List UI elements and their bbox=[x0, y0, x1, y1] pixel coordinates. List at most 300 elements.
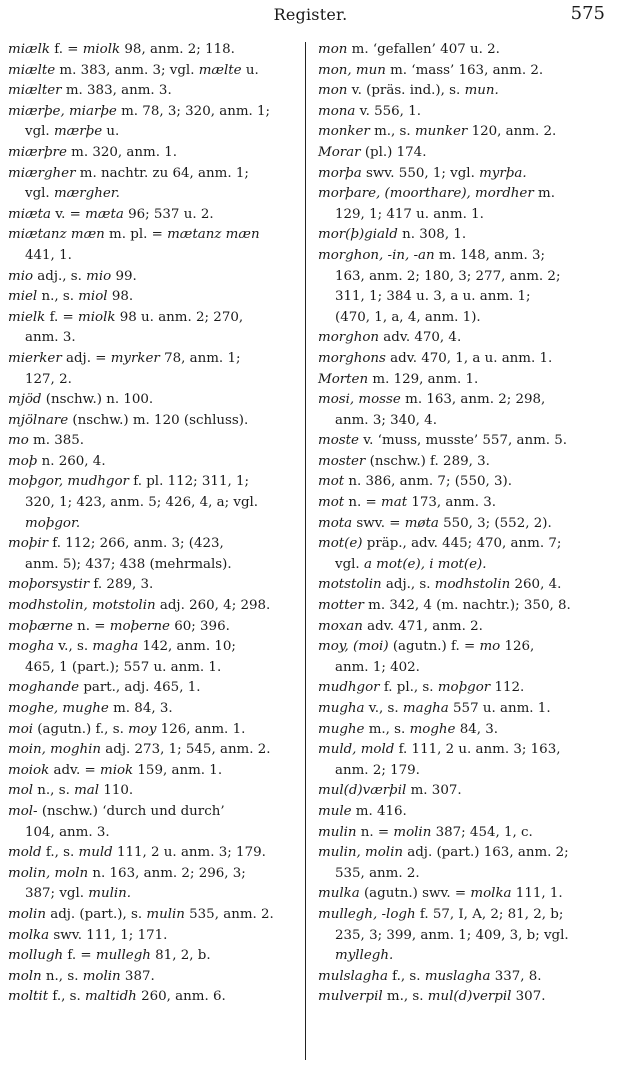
index-entry bbox=[8, 575, 300, 596]
reference-text: vgl. bbox=[25, 124, 54, 140]
entry-line bbox=[8, 102, 300, 123]
page-header bbox=[0, 3, 621, 27]
reference-text: m. 148, anm. 3; bbox=[434, 247, 546, 263]
reference-text: 441, 1. bbox=[25, 247, 72, 263]
reference-text: n. = bbox=[344, 495, 382, 511]
index-entry bbox=[8, 431, 300, 452]
headword-text: mælte bbox=[198, 62, 242, 78]
reference-text: 126, anm. 1. bbox=[156, 721, 246, 737]
headword-text: moster bbox=[318, 453, 366, 469]
headword-text: magha bbox=[92, 639, 139, 655]
headword-text: molin bbox=[8, 906, 46, 922]
reference-text: m. nachtr. zu 64, anm. 1; bbox=[75, 165, 249, 181]
reference-text: adj. 273, 1; 545, anm. 2. bbox=[101, 742, 271, 758]
index-entry bbox=[318, 843, 616, 884]
reference-text: m. 383, anm. 3; vgl. bbox=[55, 62, 199, 78]
entry-line bbox=[318, 905, 616, 926]
entry-line bbox=[8, 143, 300, 164]
headword-text: morghon bbox=[318, 330, 380, 346]
entry-line bbox=[8, 905, 300, 926]
index-column-left bbox=[8, 40, 300, 1008]
index-entry bbox=[8, 61, 300, 82]
headword-text: miæta bbox=[8, 206, 51, 222]
headword-text: molin, moln bbox=[8, 865, 89, 881]
index-entry bbox=[318, 575, 616, 596]
index-entry bbox=[318, 349, 616, 370]
entry-line bbox=[8, 678, 300, 699]
reference-text: f., s. bbox=[41, 845, 79, 861]
index-entry bbox=[8, 720, 300, 741]
index-entry bbox=[318, 390, 616, 431]
headword-text: mona bbox=[318, 103, 356, 119]
reference-text: 535, anm. 2. bbox=[335, 865, 420, 881]
entry-line bbox=[318, 514, 616, 535]
entry-line bbox=[318, 967, 616, 988]
reference-text: m. 129, anm. 1. bbox=[368, 371, 479, 387]
headword-text: muslagha bbox=[424, 968, 491, 984]
entry-line bbox=[8, 61, 300, 82]
index-entry bbox=[8, 267, 300, 288]
entry-continuation-line bbox=[8, 493, 300, 514]
reference-text: adj. 260, 4; 298. bbox=[155, 598, 271, 614]
reference-text: 98 u. anm. 2; 270, bbox=[115, 309, 244, 325]
headword-text: mjöd bbox=[8, 392, 42, 408]
column-divider bbox=[305, 42, 306, 1060]
headword-text: mulka bbox=[318, 886, 360, 902]
headword-text: Morten bbox=[318, 371, 369, 387]
headword-text: mielk bbox=[8, 309, 46, 325]
headword-text: motstolin bbox=[318, 577, 382, 593]
entry-line bbox=[318, 617, 616, 638]
headword-text: moghe bbox=[409, 721, 456, 737]
entry-continuation-line bbox=[8, 555, 300, 576]
entry-line bbox=[8, 472, 300, 493]
headword-text: mio bbox=[8, 268, 34, 284]
headword-text: mon bbox=[318, 83, 348, 99]
reference-text: 111, 1. bbox=[511, 886, 563, 902]
entry-line bbox=[8, 411, 300, 432]
entry-line bbox=[8, 164, 300, 185]
reference-text: (agutn.) f. = bbox=[388, 639, 480, 655]
reference-text: vgl. bbox=[335, 556, 364, 572]
index-column-right bbox=[318, 40, 616, 1008]
headword-text: mudhgor bbox=[318, 680, 380, 696]
entry-line bbox=[318, 678, 616, 699]
index-entry bbox=[8, 143, 300, 164]
headword-text: morþare, (moorthare), mordher bbox=[318, 186, 534, 202]
index-entry bbox=[8, 81, 300, 102]
reference-text: (agutn.) swv. = bbox=[359, 886, 471, 902]
reference-text: (agutn.) f., s. bbox=[33, 721, 129, 737]
reference-text: swv. 550, 1; vgl. bbox=[361, 165, 480, 181]
entry-line bbox=[318, 720, 616, 741]
headword-text: moþgor. bbox=[25, 515, 81, 531]
index-entry bbox=[318, 699, 616, 720]
reference-text: u. bbox=[102, 124, 120, 140]
headword-text: Morar bbox=[318, 144, 361, 160]
reference-text: f. pl. 112; 311, 1; bbox=[128, 474, 250, 490]
index-entry bbox=[318, 987, 616, 1008]
headword-text: mun. bbox=[464, 83, 499, 99]
reference-text: (nschw.) n. 100. bbox=[41, 392, 154, 408]
headword-text: mot bbox=[318, 474, 345, 490]
reference-text: m. 84, 3. bbox=[108, 701, 173, 716]
headword-text: modhstolin bbox=[434, 577, 511, 593]
reference-text: f. 111, 2 u. anm. 3; 163, bbox=[394, 742, 561, 758]
entry-line bbox=[318, 493, 616, 514]
headword-text: myrker bbox=[110, 350, 160, 366]
entry-line bbox=[8, 926, 300, 947]
headword-text: mugha bbox=[318, 701, 365, 716]
reference-text: 112. bbox=[490, 680, 525, 696]
index-entry bbox=[8, 349, 300, 390]
reference-text: n. 386, anm. 7; (550, 3). bbox=[344, 474, 513, 490]
headword-text: mul(d)værþil bbox=[318, 783, 407, 799]
index-entry bbox=[318, 61, 616, 82]
index-entry bbox=[8, 102, 300, 143]
headword-text: mullegh, -logh bbox=[318, 906, 416, 922]
reference-text: m. 383, anm. 3. bbox=[61, 83, 172, 99]
reference-text: m. 416. bbox=[351, 803, 407, 819]
reference-text: n. 163, anm. 2; 296, 3; bbox=[88, 865, 246, 881]
entry-line bbox=[318, 884, 616, 905]
entry-continuation-line bbox=[8, 184, 300, 205]
headword-text: miærþe, miarþe bbox=[8, 103, 117, 119]
entry-continuation-line bbox=[318, 555, 616, 576]
index-entry bbox=[318, 81, 616, 102]
reference-text: n. 260, 4. bbox=[37, 453, 106, 469]
reference-text: (470, 1, a, 4, anm. 1). bbox=[335, 309, 481, 325]
headword-text: møta bbox=[404, 515, 439, 531]
headword-text: mughe bbox=[318, 721, 365, 737]
reference-text: f. 289, 3. bbox=[89, 577, 154, 593]
index-entry bbox=[318, 493, 616, 514]
headword-text: molin bbox=[393, 824, 432, 840]
entry-continuation-line bbox=[8, 122, 300, 143]
reference-text: f. 57, I, A, 2; 81, 2, b; bbox=[415, 906, 564, 922]
reference-text: 235, 3; 399, anm. 1; 409, 3, b; vgl. bbox=[335, 927, 569, 943]
reference-text: 104, anm. 3. bbox=[25, 824, 110, 840]
page-number: 575 bbox=[570, 3, 605, 24]
index-entry bbox=[8, 678, 300, 699]
index-entry bbox=[318, 596, 616, 617]
index-entry bbox=[318, 802, 616, 823]
reference-text: f. = bbox=[63, 948, 96, 964]
entry-line bbox=[318, 637, 616, 658]
entry-line bbox=[318, 596, 616, 617]
index-entry bbox=[318, 164, 616, 185]
headword-text: molin bbox=[82, 968, 121, 984]
reference-text: 96; 537 u. 2. bbox=[123, 206, 214, 222]
index-entry bbox=[8, 781, 300, 802]
entry-line bbox=[8, 864, 300, 885]
index-entry bbox=[318, 905, 616, 967]
reference-text: 98, anm. 2; 118. bbox=[120, 42, 235, 57]
headword-text: moy bbox=[128, 721, 157, 737]
entry-line bbox=[8, 81, 300, 102]
index-entry bbox=[318, 720, 616, 741]
headword-text: miærgher bbox=[8, 165, 76, 181]
reference-text: n. = bbox=[356, 824, 394, 840]
headword-text: mon, mun bbox=[318, 62, 386, 78]
reference-text: m. ‘mass’ 163, anm. 2. bbox=[385, 62, 544, 78]
headword-text: mol bbox=[8, 783, 34, 799]
entry-line bbox=[8, 720, 300, 741]
entry-continuation-line bbox=[8, 823, 300, 844]
headword-text: mulslagha bbox=[318, 968, 388, 984]
reference-text: f., s. bbox=[48, 989, 85, 1005]
headword-text: mot bbox=[318, 495, 345, 511]
headword-text: moltit bbox=[8, 989, 49, 1005]
reference-text: m. ‘gefallen’ 407 u. 2. bbox=[347, 42, 500, 57]
headword-text: miærþre bbox=[8, 144, 67, 160]
headword-text: moste bbox=[318, 433, 359, 449]
index-entry bbox=[8, 617, 300, 638]
headword-text: mold bbox=[8, 845, 42, 861]
entry-line bbox=[8, 740, 300, 761]
headword-text: moxan bbox=[318, 618, 363, 634]
reference-text: 81, 2, b. bbox=[150, 948, 211, 964]
headword-text: mærþe bbox=[53, 124, 103, 140]
headword-text: moiok bbox=[8, 762, 50, 778]
reference-text: n., s. bbox=[37, 289, 79, 305]
entry-line bbox=[318, 164, 616, 185]
reference-text: 311, 1; 384 u. 3, a u. anm. 1; bbox=[335, 289, 531, 305]
index-entry bbox=[8, 452, 300, 473]
headword-text: mjölnare bbox=[8, 412, 69, 428]
headword-text: motter bbox=[318, 598, 364, 614]
entry-line bbox=[318, 184, 616, 205]
entry-line bbox=[8, 699, 300, 720]
headword-text: myrþa. bbox=[479, 165, 527, 181]
reference-text: 387; 454, 1, c. bbox=[431, 824, 533, 840]
reference-text: m. 163, anm. 2; 298, bbox=[400, 392, 546, 408]
entry-line bbox=[318, 575, 616, 596]
reference-text: n. 308, 1. bbox=[397, 227, 467, 243]
entry-line bbox=[8, 308, 300, 329]
reference-text: f. = bbox=[49, 42, 83, 57]
reference-text: v., s. bbox=[364, 701, 403, 716]
headword-text: munker bbox=[414, 124, 468, 140]
entry-line bbox=[318, 452, 616, 473]
index-entry bbox=[318, 617, 616, 638]
index-entry bbox=[318, 781, 616, 802]
reference-text: 260, 4. bbox=[510, 577, 562, 593]
reference-text: adj., s. bbox=[33, 268, 87, 284]
index-entry bbox=[8, 864, 300, 905]
reference-text: m., s. bbox=[364, 721, 410, 737]
headword-text: miol bbox=[78, 289, 108, 305]
reference-text: 127, 2. bbox=[25, 371, 72, 387]
running-title: Register. bbox=[273, 5, 348, 24]
entry-line bbox=[8, 843, 300, 864]
headword-text: mon bbox=[318, 42, 348, 57]
entry-continuation-line bbox=[8, 658, 300, 679]
entry-continuation-line bbox=[318, 946, 616, 967]
index-entry bbox=[8, 287, 300, 308]
headword-text: myllegh. bbox=[335, 948, 394, 964]
index-entry bbox=[8, 740, 300, 761]
entry-continuation-line bbox=[318, 658, 616, 679]
reference-text: 320, 1; 423, anm. 5; 426, 4, a; vgl. bbox=[25, 495, 259, 511]
headword-text: mat bbox=[381, 495, 408, 511]
reference-text: anm. 2; 179. bbox=[335, 762, 420, 778]
index-entry bbox=[318, 431, 616, 452]
entry-line bbox=[318, 246, 616, 267]
headword-text: miælter bbox=[8, 83, 62, 99]
index-entry bbox=[318, 370, 616, 391]
reference-text: n. = bbox=[72, 618, 110, 634]
reference-text: (pl.) 174. bbox=[360, 144, 427, 160]
entry-continuation-line bbox=[318, 267, 616, 288]
headword-text: mullegh bbox=[95, 948, 151, 964]
entry-line bbox=[318, 81, 616, 102]
headword-text: mule bbox=[318, 803, 352, 819]
headword-text: moin, moghin bbox=[8, 742, 102, 758]
reference-text: 129, 1; 417 u. anm. 1. bbox=[335, 206, 484, 222]
reference-text: 260, anm. 6. bbox=[136, 989, 226, 1005]
entry-line bbox=[318, 802, 616, 823]
headword-text: mul(d)verpil bbox=[427, 989, 512, 1005]
reference-text: f., s. bbox=[387, 968, 425, 984]
entry-continuation-line bbox=[8, 246, 300, 267]
headword-text: moþir bbox=[8, 536, 49, 552]
headword-text: miælte bbox=[8, 62, 56, 78]
index-entry bbox=[318, 122, 616, 143]
headword-text: miætanz mæn bbox=[8, 227, 105, 243]
headword-text: miel bbox=[8, 289, 38, 305]
entry-continuation-line bbox=[8, 370, 300, 391]
reference-text: m. bbox=[533, 186, 555, 202]
headword-text: miælk bbox=[8, 42, 50, 57]
headword-text: mota bbox=[318, 515, 353, 531]
headword-text: mærgher. bbox=[53, 186, 120, 202]
headword-text: a mot(e), i mot(e). bbox=[363, 556, 487, 572]
headword-text: moþ bbox=[8, 453, 38, 469]
index-entry bbox=[318, 514, 616, 535]
index-entry bbox=[318, 143, 616, 164]
reference-text: vgl. bbox=[25, 186, 54, 202]
index-entry bbox=[8, 534, 300, 575]
reference-text: 387. bbox=[120, 968, 155, 984]
reference-text: (nschw.) m. 120 (schluss). bbox=[68, 412, 249, 428]
reference-text: v. (präs. ind.), s. bbox=[347, 83, 465, 99]
reference-text: v. = bbox=[50, 206, 86, 222]
index-entry bbox=[8, 390, 300, 411]
reference-text: u. bbox=[241, 62, 259, 78]
index-entry bbox=[318, 884, 616, 905]
reference-text: f. pl., s. bbox=[379, 680, 438, 696]
reference-text: v. 556, 1. bbox=[355, 103, 421, 119]
headword-text: moghe, mughe bbox=[8, 701, 109, 716]
index-entry bbox=[8, 761, 300, 782]
reference-text: f. 112; 266, anm. 3; (423, bbox=[48, 536, 224, 552]
headword-text: mol- bbox=[8, 803, 38, 819]
entry-line bbox=[8, 637, 300, 658]
index-entry bbox=[8, 967, 300, 988]
headword-text: mot(e) bbox=[318, 536, 363, 552]
entry-line bbox=[318, 102, 616, 123]
entry-line bbox=[8, 987, 300, 1008]
index-entry bbox=[318, 740, 616, 781]
index-entry bbox=[318, 678, 616, 699]
entry-line bbox=[318, 740, 616, 761]
entry-continuation-line bbox=[318, 864, 616, 885]
index-entry bbox=[8, 987, 300, 1008]
entry-line bbox=[318, 534, 616, 555]
reference-text: 84, 3. bbox=[455, 721, 499, 737]
reference-text: 99. bbox=[111, 268, 137, 284]
reference-text: m. pl. = bbox=[104, 227, 168, 243]
index-entry bbox=[8, 946, 300, 967]
index-entry bbox=[318, 534, 616, 575]
headword-text: miolk bbox=[78, 309, 116, 325]
entry-line bbox=[8, 452, 300, 473]
entry-line bbox=[318, 40, 616, 61]
entry-line bbox=[318, 225, 616, 246]
entry-line bbox=[8, 761, 300, 782]
headword-text: muld, mold bbox=[318, 742, 395, 758]
entry-continuation-line bbox=[318, 761, 616, 782]
headword-text: morghon, -in, -an bbox=[318, 247, 435, 263]
headword-text: mogha bbox=[8, 639, 54, 655]
entry-line bbox=[318, 61, 616, 82]
headword-text: monker bbox=[318, 124, 370, 140]
index-entry bbox=[318, 328, 616, 349]
reference-text: m. 78, 3; 320, anm. 1; bbox=[116, 103, 271, 119]
entry-line bbox=[8, 205, 300, 226]
entry-line bbox=[318, 699, 616, 720]
entry-line bbox=[318, 390, 616, 411]
headword-text: mulin. bbox=[88, 886, 132, 902]
reference-text: anm. 1; 402. bbox=[335, 659, 420, 675]
reference-text: v. ‘muss, musste’ 557, anm. 5. bbox=[358, 433, 568, 449]
reference-text: 111, 2 u. anm. 3; 179. bbox=[112, 845, 266, 861]
reference-text: 337, 8. bbox=[490, 968, 542, 984]
entry-line bbox=[8, 967, 300, 988]
reference-text: m., s. bbox=[382, 989, 428, 1005]
entry-line bbox=[318, 781, 616, 802]
headword-text: morghons bbox=[318, 350, 386, 366]
entry-line bbox=[8, 349, 300, 370]
headword-text: moln bbox=[8, 968, 42, 984]
reference-text: (nschw.) f. 289, 3. bbox=[365, 453, 490, 469]
headword-text: mosi, mosse bbox=[318, 392, 401, 408]
entry-line bbox=[8, 287, 300, 308]
index-entry bbox=[8, 802, 300, 843]
reference-text: m. 385. bbox=[28, 433, 85, 449]
entry-line bbox=[318, 143, 616, 164]
entry-line bbox=[8, 596, 300, 617]
headword-text: moþorsystir bbox=[8, 577, 90, 593]
entry-continuation-line bbox=[8, 328, 300, 349]
reference-text: adj. (part.), s. bbox=[45, 906, 147, 922]
index-entry bbox=[318, 40, 616, 61]
entry-line bbox=[318, 370, 616, 391]
entry-continuation-line bbox=[318, 308, 616, 329]
reference-text: adv. 470, 4. bbox=[379, 330, 462, 346]
reference-text: anm. 3. bbox=[25, 330, 76, 346]
reference-text: 110. bbox=[99, 783, 134, 799]
headword-text: moi bbox=[8, 721, 34, 737]
headword-text: mæta bbox=[85, 206, 124, 222]
index-entry bbox=[318, 225, 616, 246]
headword-text: mætanz mæn bbox=[167, 227, 260, 243]
reference-text: 173, anm. 3. bbox=[407, 495, 497, 511]
index-entry bbox=[8, 637, 300, 678]
headword-text: modhstolin, motstolin bbox=[8, 598, 156, 614]
headword-text: morþa bbox=[318, 165, 362, 181]
